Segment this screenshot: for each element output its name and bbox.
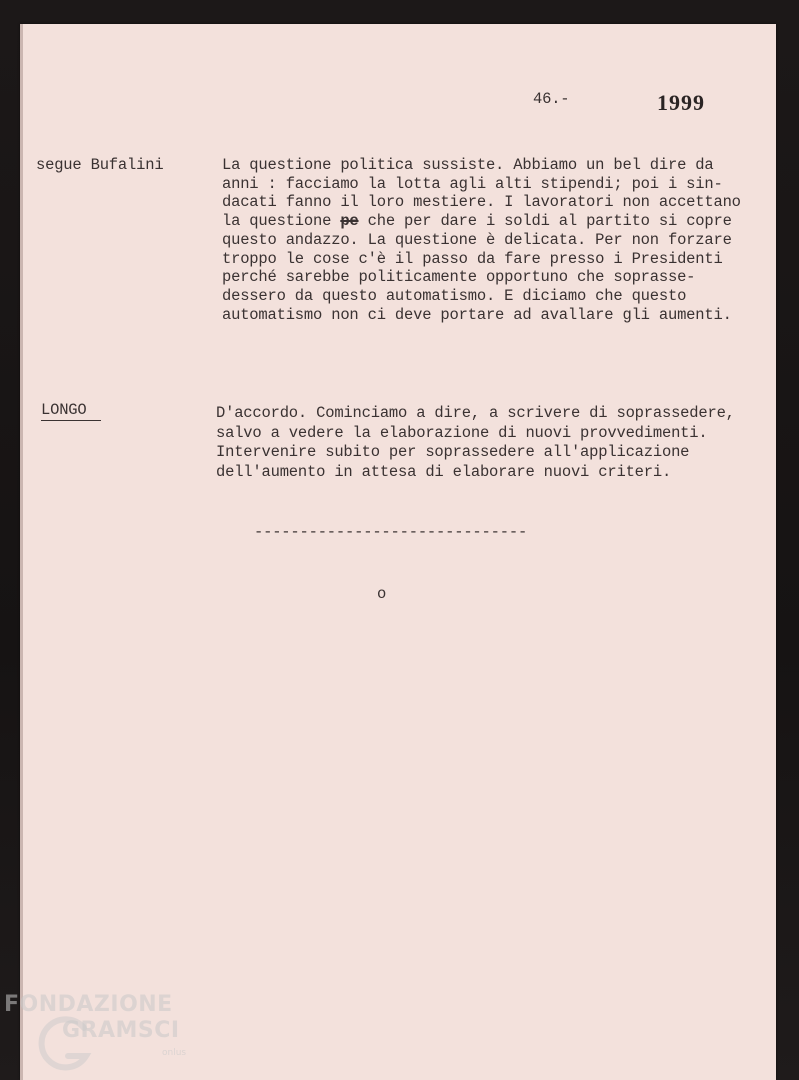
end-mark: o — [377, 585, 387, 603]
text-line: questo andazzo. La questione è delicata. Per non forzare — [222, 230, 732, 249]
text-line-rest: che per dare i soldi al partito si copre — [367, 212, 732, 231]
watermark-logo — [4, 992, 204, 1080]
page-stamp: 1999 — [657, 90, 705, 115]
separator-line: ------------------------------ — [254, 523, 528, 541]
watermark-line-3: onlus — [162, 1048, 187, 1058]
text-line-prefix: la questione — [222, 212, 341, 231]
text-line: salvo a vedere la elaborazione di nuovi provvedimenti. — [216, 423, 708, 442]
text-line: troppo le cose c'è il passo da fare presso i Presidenti — [222, 249, 723, 268]
text-line: La questione politica sussiste. Abbiamo un bel dire da — [222, 156, 714, 174]
text-line: dell'aumento in attesa di elaborare nuovi criteri. — [216, 462, 672, 481]
text-line: automatismo non ci deve portare ad avallare gli aumenti. — [222, 305, 732, 324]
page-number: 46.- — [533, 90, 570, 108]
text-line: anni : facciamo la lotta agli alti stipendi; poi i sin- — [222, 174, 723, 193]
speaker-label: segue Bufalini — [36, 156, 164, 174]
speech-block — [222, 156, 741, 324]
struck-text: pe — [340, 212, 359, 231]
text-line: Intervenire subito per soprassedere all'applicazione — [216, 443, 690, 462]
text-line — [222, 212, 741, 231]
text-line: perché sarebbe politicamente opportuno che soprasse- — [222, 268, 696, 287]
speaker-label: LONGO — [41, 401, 101, 421]
text-line: D'accordo. Cominciamo a dire, a scrivere di soprassedere, — [216, 404, 735, 422]
watermark-line-1: FONDAZIONE — [4, 992, 173, 1017]
page-edge — [20, 24, 23, 1080]
watermark-line-2: GRAMSCI — [62, 1018, 180, 1043]
text-line: dacati fanno il loro mestiere. I lavoratori non accettano — [222, 193, 741, 212]
speech-block — [216, 404, 735, 482]
text-line: dessero da questo automatismo. E diciamo che questo — [222, 286, 687, 305]
